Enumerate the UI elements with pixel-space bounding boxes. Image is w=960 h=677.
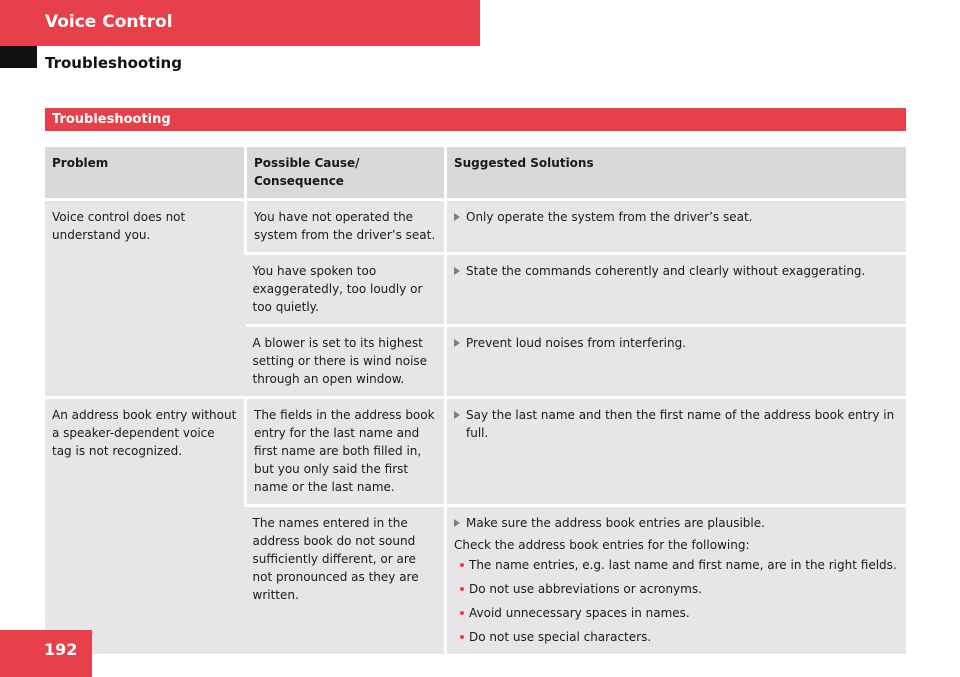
troubleshooting-table xyxy=(45,147,906,654)
section-title: Voice Control xyxy=(45,12,173,32)
cause-cell: A blower is set to its highest setting or there is wind noise through an open window. xyxy=(246,326,446,398)
list-item-text: Do not use special characters. xyxy=(469,630,652,644)
list-item xyxy=(454,628,900,646)
solution-text: Say the last name and then the first name of the address book entry in full. xyxy=(466,408,895,440)
list-item xyxy=(454,556,900,574)
table-title: Troubleshooting xyxy=(52,112,171,127)
bullet-icon xyxy=(460,563,464,567)
header-problem: Problem xyxy=(45,147,246,200)
cause-cell: You have not operated the system from the driver’s seat. xyxy=(246,200,446,254)
arrow-right-icon xyxy=(454,519,460,527)
list-item-text: Avoid unnecessary spaces in names. xyxy=(469,606,690,620)
solution-text: Make sure the address book entries are plausible. xyxy=(466,516,765,530)
solution-cell xyxy=(446,200,907,254)
header-solution: Suggested Solutions xyxy=(446,147,907,200)
page-number: 192 xyxy=(44,640,78,659)
solution-text: State the commands coherently and clearly without exaggerating. xyxy=(466,264,866,278)
table-title-bar xyxy=(45,108,906,131)
bullet-icon xyxy=(460,611,464,615)
page-number-box xyxy=(0,630,92,677)
list-item xyxy=(454,604,900,622)
solution-cell xyxy=(446,326,907,398)
list-item xyxy=(454,580,900,598)
problem-cell: Voice control does not understand you. xyxy=(45,200,246,398)
subsection-title: Troubleshooting xyxy=(45,54,182,72)
section-banner xyxy=(0,0,480,46)
cause-cell: The names entered in the address book do not sound sufficiently different, or are not pronounced as they are written. xyxy=(246,506,446,655)
list-item-text: Do not use abbreviations or acronyms. xyxy=(469,582,702,596)
solution-cell xyxy=(446,398,907,506)
solution-text: Prevent loud noises from interfering. xyxy=(466,336,686,350)
arrow-right-icon xyxy=(454,213,460,221)
solution-text: Only operate the system from the driver’s seat. xyxy=(466,210,753,224)
solution-cell xyxy=(446,254,907,326)
header-cause: Possible Cause/ Consequence xyxy=(246,147,446,200)
table-row xyxy=(45,398,906,506)
arrow-right-icon xyxy=(454,267,460,275)
bullet-icon xyxy=(460,587,464,591)
arrow-right-icon xyxy=(454,339,460,347)
bullet-icon xyxy=(460,635,464,639)
arrow-right-icon xyxy=(454,411,460,419)
check-intro: Check the address book entries for the following: xyxy=(454,538,750,552)
solution-cell xyxy=(446,506,907,655)
table-row xyxy=(45,200,906,254)
cause-cell: You have spoken too exaggeratedly, too loudly or too quietly. xyxy=(246,254,446,326)
section-tab-marker xyxy=(0,46,37,68)
list-item-text: The name entries, e.g. last name and first name, are in the right fields. xyxy=(469,558,897,572)
problem-cell: An address book entry without a speaker-dependent voice tag is not recognized. xyxy=(45,398,246,655)
table-header-row xyxy=(45,147,906,200)
cause-cell: The fields in the address book entry for the last name and first name are both filled in, but you only said the first name or the last name. xyxy=(246,398,446,506)
